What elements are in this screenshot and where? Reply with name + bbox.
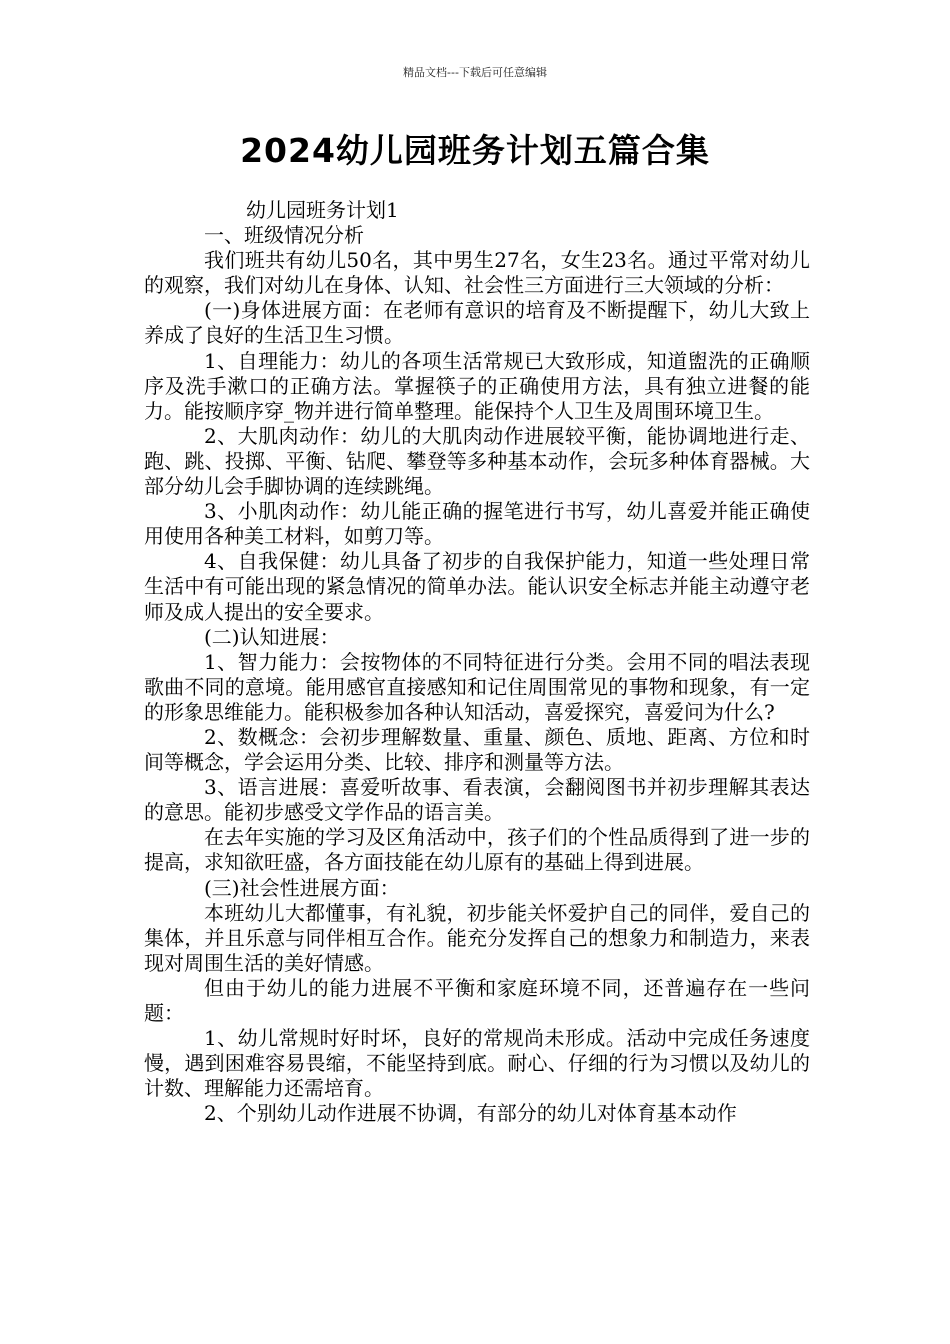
paragraph: 但由于幼儿的能力进展不平衡和家庭环境不同，还普遍存在一些问题： xyxy=(144,975,810,1025)
paragraph: 在去年实施的学习及区角活动中，孩子们的个性品质得到了进一步的提高，求知欲旺盛，各方面技能在幼儿原有的基础上得到进展。 xyxy=(144,825,810,875)
section-heading: 一、班级情况分析 xyxy=(204,223,364,248)
document-title: 2024幼儿园班务计划五篇合集 xyxy=(240,131,710,170)
paragraph: 本班幼儿大都懂事，有礼貌，初步能关怀爱护自己的同伴，爱自己的集体，并且乐意与同伴相互合作。能充分发挥自己的想象力和制造力，来表现对周围生活的美好情感。 xyxy=(144,900,810,975)
paragraph: (三)社会性进展方面： xyxy=(204,875,400,900)
paragraph: 我们班共有幼儿50名，其中男生27名，女生23名。通过平常对幼儿的观察，我们对幼儿在身体、认知、社会性三方面进行三大领域的分析： xyxy=(144,248,810,298)
paragraph: 1、智力能力：会按物体的不同特征进行分类。会用不同的唱法表现歌曲不同的意境。能用感官直接感知和记住周围常见的事物和现象，有一定的形象思维能力。能积极参加各种认知活动，喜爱探究，喜爱问为什么? xyxy=(144,649,810,724)
paragraph: 2、大肌肉动作：幼儿的大肌肉动作进展较平衡，能协调地进行走、跑、跳、投掷、平衡、钻爬、攀登等多种基本动作，会玩多种体育器械。大部分幼儿会手脚协调的连续跳绳。 xyxy=(144,423,810,499)
paragraph: (一)身体进展方面：在老师有意识的培育及不断提醒下，幼儿大致上养成了良好的生活卫生习惯。 xyxy=(144,298,810,348)
paragraph: 3、语言进展：喜爱听故事、看表演，会翻阅图书并初步理解其表达的意思。能初步感受文学作品的语言美。 xyxy=(144,775,810,825)
paragraph: 1、自理能力：幼儿的各项生活常规已大致形成，知道盥洗的正确顺序及洗手漱口的正确方法。掌握筷子的正确使用方法，具有独立进餐的能力。能按顺序穿_物并进行简单整理。能保持个人卫生及周围环境卫生。 xyxy=(144,348,810,423)
paragraph: 2、数概念：会初步理解数量、重量、颜色、质地、距离、方位和时间等概念，学会运用分类、比较、排序和测量等方法。 xyxy=(144,724,810,775)
paragraph: 1、幼儿常规时好时坏，良好的常规尚未形成。活动中完成任务速度慢，遇到困难容易畏缩，不能坚持到底。耐心、仔细的行为习惯以及幼儿的计数、理解能力还需培育。 xyxy=(144,1026,810,1101)
paragraph: 2、个别幼儿动作进展不协调，有部分的幼儿对体育基本动作 xyxy=(204,1101,737,1126)
header-note: 精品文档---下载后可任意编辑 xyxy=(403,66,547,79)
paragraph: 4、自我保健：幼儿具备了初步的自我保护能力，知道一些处理日常生活中有可能出现的紧急情况的简单办法。能认识安全标志并能主动遵守老师及成人提出的安全要求。 xyxy=(144,549,810,624)
section-subtitle: 幼儿园班务计划1 xyxy=(246,198,399,222)
paragraph: 3、小肌肉动作：幼儿能正确的握笔进行书写，幼儿喜爱并能正确使用使用各种美工材料，如剪刀等。 xyxy=(144,499,810,549)
document-body xyxy=(144,198,810,1126)
paragraph: (二)认知进展： xyxy=(204,624,340,649)
